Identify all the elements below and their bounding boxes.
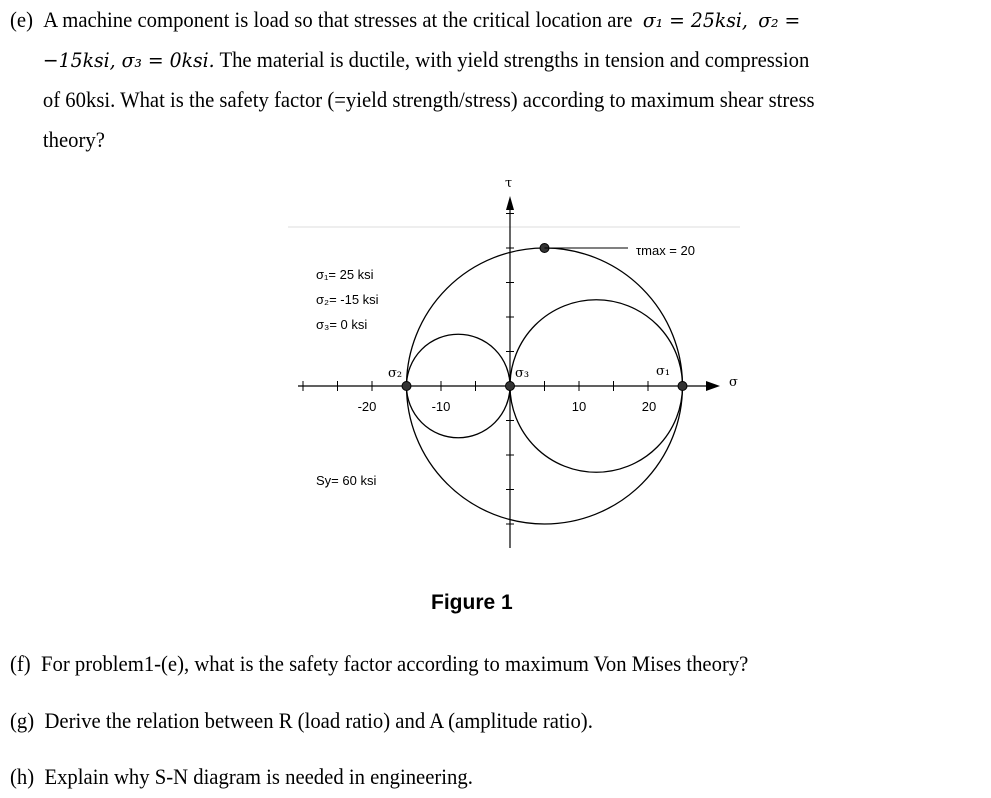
legend-entry-2: σ₂= -15 ksi	[316, 292, 379, 307]
legend-entry-1: σ₁= 25 ksi	[316, 267, 374, 282]
sigma2-equation: σ₂ =	[758, 8, 801, 32]
sigma3-label: σ₃	[515, 366, 530, 381]
question-f	[10, 651, 748, 677]
question-f-label: (f)	[10, 651, 31, 676]
problem-e-label: (e)	[10, 7, 33, 32]
sigma1-equation: σ₁ = 25ksi,	[642, 8, 748, 32]
sigma3-point	[506, 382, 515, 391]
figure-labels	[316, 176, 738, 488]
sigma-axis-arrow	[706, 381, 720, 391]
sigma2-point	[402, 382, 411, 391]
tick-label-20: 20	[641, 399, 657, 414]
question-g-text: Derive the relation between R (load ratio) and A (amplitude ratio).	[44, 708, 593, 733]
sigma1-label: σ₁	[656, 364, 671, 379]
problem-e-line-2-text: The material is ductile, with yield strengths in tension and compression	[219, 47, 810, 72]
tau-axis-label: τ	[505, 176, 513, 191]
problem-e-line-3: of 60ksi. What is the safety factor (=yield strength/stress) according to maximum shear stress	[42, 87, 815, 112]
question-f-text: For problem1-(e), what is the safety factor according to maximum Von Mises theory?	[41, 651, 749, 676]
question-h-text: Explain why S-N diagram is needed in engineering.	[44, 764, 473, 789]
problem-e-line-1-text: A machine component is load so that stresses at the critical location are	[43, 7, 633, 32]
tick-label--10: -10	[431, 399, 451, 414]
legend-entry-3: σ₃= 0 ksi	[316, 317, 368, 332]
question-h-label: (h)	[10, 764, 35, 789]
sigma2-label: σ₂	[388, 366, 403, 381]
sigma1-point	[678, 382, 687, 391]
problem-e-line-4: theory?	[42, 127, 105, 152]
tau-max-label: τmax = 20	[636, 243, 695, 258]
tick-label--20: -20	[357, 399, 377, 414]
yield-strength-label: Sy= 60 ksi	[316, 473, 377, 488]
sigma-axis-label: σ	[729, 375, 738, 390]
figure-caption: Figure 1	[431, 591, 513, 614]
tick-label-10: 10	[571, 399, 587, 414]
question-g	[10, 708, 593, 734]
tau-axis-arrow	[506, 196, 514, 210]
sigma-values-math: −15ksi, σ₃ = 0ksi.	[42, 48, 215, 72]
question-h	[10, 764, 473, 790]
question-g-label: (g)	[10, 708, 35, 733]
